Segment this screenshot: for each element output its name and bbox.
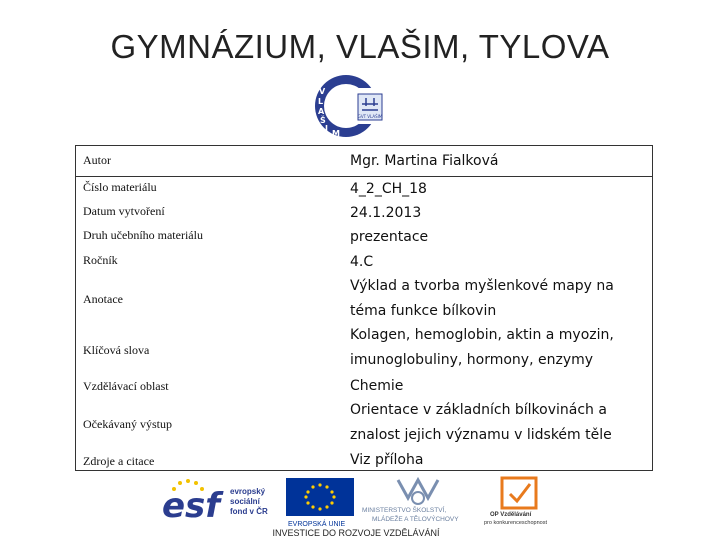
row-label: Klíčová slova — [83, 343, 150, 357]
row-label: Číslo materiálu — [83, 180, 157, 194]
row-value — [350, 274, 650, 323]
row-label: Datum vytvoření — [83, 204, 165, 218]
esf-line1: evropský — [230, 487, 266, 496]
row-value — [350, 225, 650, 250]
footer-logos — [150, 472, 580, 540]
row-value — [350, 398, 650, 447]
eu-caption: EVROPSKÁ UNIE — [288, 521, 346, 528]
school-logo — [310, 70, 410, 142]
op-frame — [502, 478, 536, 508]
row-value-line: Viz příloha — [350, 452, 424, 468]
msmt-logo — [362, 480, 459, 523]
row-value — [350, 149, 650, 174]
page-title: GYMNÁZIUM, VLAŠIM, TYLOVA — [110, 28, 610, 65]
row-label: Autor — [83, 153, 111, 167]
row-value-line: Chemie — [350, 378, 404, 394]
row-value-line: znalost jejich významu v lidském těle — [350, 426, 612, 443]
row-value — [350, 201, 650, 226]
row-value-line: Kolagen, hemoglobin, aktin a myozin, — [350, 327, 614, 343]
footer-slogan: INVESTICE DO ROZVOJE VZDĚLÁVÁNÍ — [272, 528, 440, 538]
row-value-line: 24.1.2013 — [350, 205, 422, 221]
svg-text:A: A — [318, 107, 325, 116]
row-value — [350, 448, 650, 473]
row-value — [350, 323, 650, 372]
eu-logo — [286, 478, 354, 528]
logo-emblem-text: GVT VLAŠIM — [357, 114, 383, 119]
row-label: Anotace — [83, 292, 123, 306]
svg-text:V: V — [319, 87, 326, 96]
esf-logo — [152, 476, 274, 526]
row-value-line: prezentace — [350, 229, 429, 245]
row-value — [350, 250, 650, 275]
msmt-line1: MINISTERSTVO ŠKOLSTVÍ, — [362, 507, 447, 514]
row-value-line: Mgr. Martina Fialková — [350, 153, 499, 169]
row-value-line: imunoglobuliny, hormony, enzymy — [350, 351, 594, 368]
row-label: Ročník — [83, 253, 118, 267]
op-line2: pro konkurenceschopnost — [484, 520, 547, 526]
esf-line3: fond v ČR — [230, 507, 268, 516]
svg-text:L: L — [318, 97, 324, 106]
row-value-line: Výklad a tvorba myšlenkové mapy na — [350, 278, 614, 294]
esf-line2: sociální — [230, 497, 260, 506]
row-value-line: 4_2_CH_18 — [350, 181, 427, 197]
info-table — [75, 145, 653, 471]
svg-text:M: M — [332, 129, 340, 138]
op-logo — [484, 478, 547, 526]
msmt-mark — [398, 480, 438, 498]
row-value — [350, 177, 650, 202]
row-label: Očekávaný výstup — [83, 417, 172, 431]
svg-text:I: I — [325, 124, 328, 133]
op-line1: OP Vzdělávání — [490, 512, 532, 518]
esf-mark: esf — [162, 486, 221, 526]
row-label: Vzdělávací oblast — [83, 379, 169, 393]
row-label: Druh učebního materiálu — [83, 228, 203, 242]
row-value-line: téma funkce bílkovin — [350, 302, 497, 319]
row-label: Zdroje a citace — [83, 454, 155, 468]
row-value-line: Orientace v základních bílkovinách a — [350, 402, 607, 418]
msmt-line2: MLÁDEŽE A TĚLOVÝCHOVY — [372, 516, 459, 523]
row-value — [350, 374, 650, 399]
svg-text:Š: Š — [320, 116, 326, 125]
op-check — [510, 484, 530, 501]
row-value-line: 4.C — [350, 254, 374, 270]
